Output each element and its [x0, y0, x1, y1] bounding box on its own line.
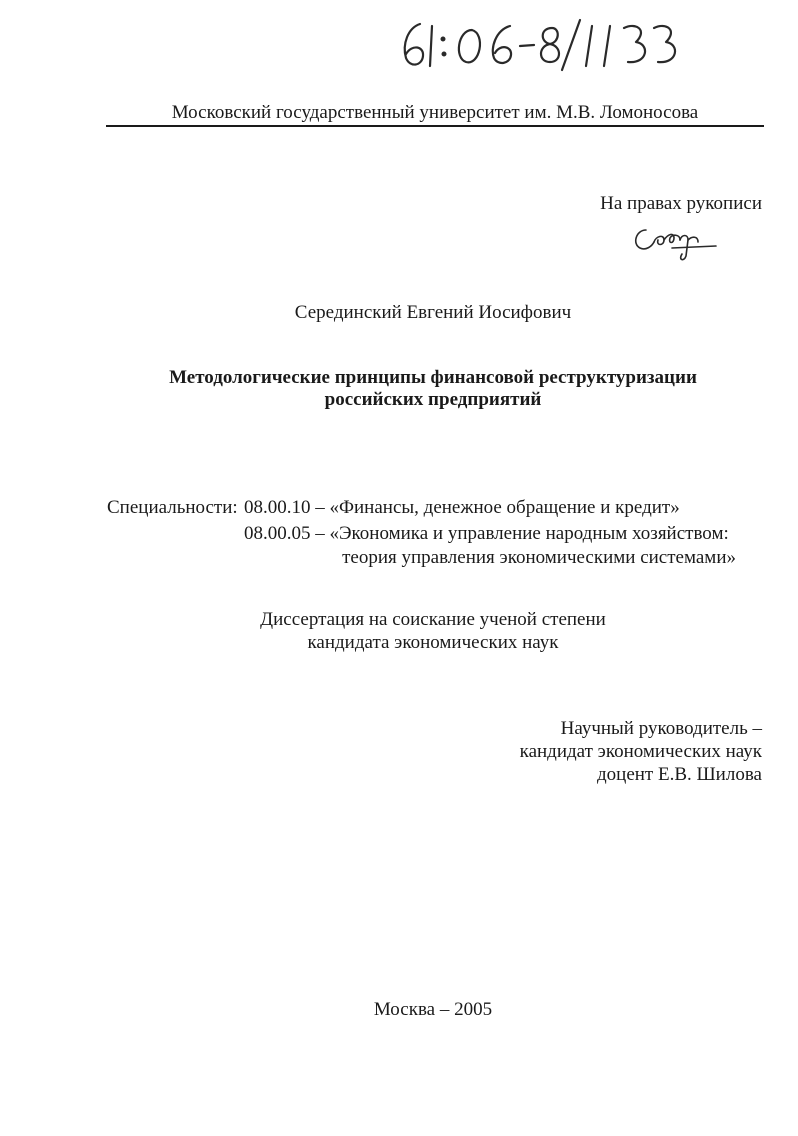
degree-line: Диссертация на соискание ученой степени	[260, 609, 606, 630]
degree-statement	[0, 608, 798, 654]
university-name: Московский государственный университет им. М.В. Ломоносова	[171, 102, 699, 123]
degree-line: кандидата экономических наук	[307, 632, 559, 653]
header-divider	[106, 125, 764, 127]
signature	[628, 222, 718, 264]
dissertation-title	[0, 367, 798, 411]
specialty-item: 08.00.10 – «Финансы, денежное обращение и кредит»	[244, 497, 680, 518]
scientific-supervisor	[520, 717, 762, 786]
title-line: Методологические принципы финансовой реструктуризации	[169, 367, 697, 388]
specialties-label: Специальности:	[107, 497, 238, 518]
supervisor-line: Научный руководитель –	[560, 718, 762, 739]
manuscript-rights-note: На правах рукописи	[600, 193, 762, 214]
archive-number-handwritten	[392, 14, 692, 74]
specialty-item-continuation: теория управления экономическими системами»	[342, 547, 736, 568]
author-name: Серединский Евгений Иосифович	[294, 302, 572, 323]
title-line: российских предприятий	[324, 389, 542, 410]
supervisor-line: доцент Е.В. Шилова	[597, 764, 762, 785]
city-year: Москва – 2005	[373, 999, 493, 1020]
supervisor-line: кандидат экономических наук	[519, 741, 762, 762]
specialty-item: 08.00.05 – «Экономика и управление народным хозяйством:	[244, 523, 729, 544]
